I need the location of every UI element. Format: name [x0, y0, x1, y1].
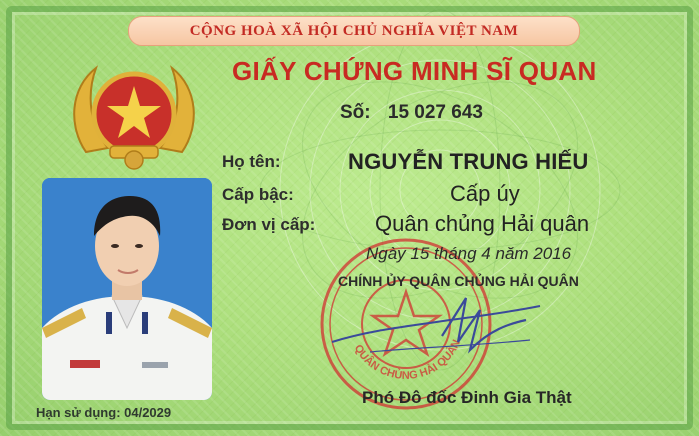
unit-label: Đơn vị cấp:: [222, 215, 316, 234]
seal-text: QUÂN CHỦNG HẢI QUÂN: [351, 337, 463, 382]
issuing-authority: CHÍNH ỦY QUÂN CHỦNG HẢI QUÂN: [338, 273, 579, 289]
country-banner: CỘNG HOÀ XÃ HỘI CHỦ NGHĨA VIỆT NAM: [128, 16, 580, 46]
issue-date: Ngày 15 tháng 4 năm 2016: [366, 244, 572, 263]
portrait-photo: [42, 178, 212, 400]
name-value: NGUYỄN TRUNG HIẾU: [348, 149, 589, 174]
id-number-label: Số:: [340, 102, 371, 123]
signer-name: Phó Đô đốc Đinh Gia Thật: [362, 388, 572, 407]
card-title: GIẤY CHỨNG MINH SĨ QUAN: [232, 56, 597, 86]
rank-value: Cấp úy: [450, 181, 520, 206]
portrait-illustration: [42, 178, 212, 400]
rank-label: Cấp bậc:: [222, 185, 294, 204]
expiry-date: Hạn sử dụng: 04/2029: [36, 405, 172, 420]
national-emblem-icon: [64, 56, 204, 176]
name-label: Họ tên:: [222, 152, 281, 171]
unit-value: Quân chủng Hải quân: [375, 211, 590, 236]
id-number: [340, 102, 483, 124]
id-number-value: 15 027 643: [387, 102, 483, 123]
signature-icon: [330, 290, 560, 370]
